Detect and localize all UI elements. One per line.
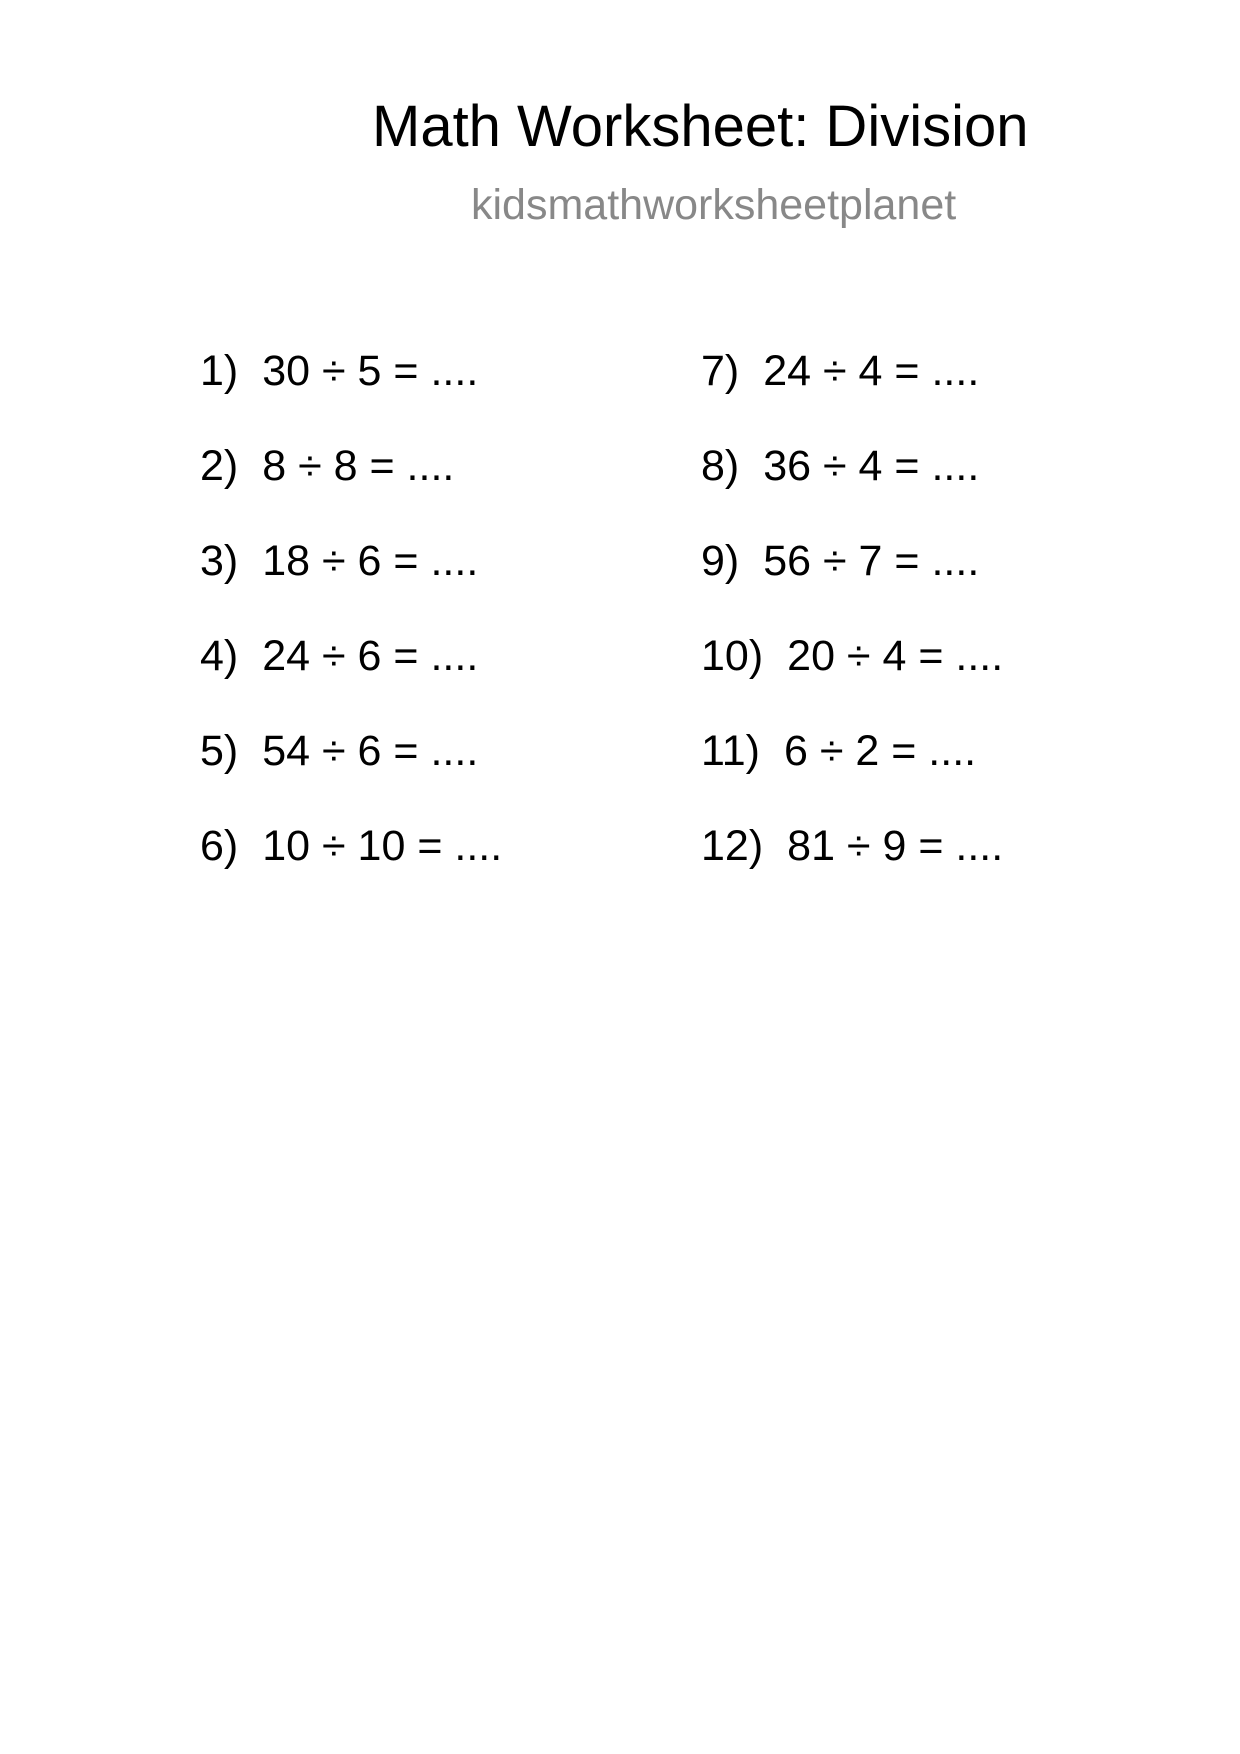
- problem-item: [200, 727, 640, 825]
- problem-number: 3): [200, 537, 239, 585]
- problem-expression: 20 ÷ 4 = ....: [787, 632, 1004, 680]
- problem-expression: 8 ÷ 8 = ....: [262, 442, 455, 490]
- problem-item: [200, 822, 640, 920]
- problem-item: [701, 347, 1141, 445]
- problem-expression: 6 ÷ 2 = ....: [783, 727, 977, 775]
- problem-number: 9): [701, 537, 740, 585]
- problem-item: [200, 347, 640, 445]
- problem-item: [200, 632, 640, 730]
- problem-item: [701, 632, 1141, 730]
- problem-expression: 54 ÷ 6 = ....: [262, 727, 479, 775]
- problem-number: 8): [701, 442, 740, 490]
- problem-expression: 81 ÷ 9 = ....: [787, 822, 1004, 870]
- problem-item: [701, 537, 1141, 635]
- worksheet-subtitle: kidsmathworksheetplanet: [471, 181, 957, 229]
- problem-item: [701, 442, 1141, 540]
- problem-item: [200, 537, 640, 635]
- problems-column-left: [200, 347, 640, 920]
- problem-number: 10): [701, 632, 764, 680]
- problem-expression: 56 ÷ 7 = ....: [763, 537, 980, 585]
- problem-number: 6): [200, 822, 239, 870]
- problem-item: [701, 822, 1141, 920]
- problem-expression: 36 ÷ 4 = ....: [763, 442, 980, 490]
- problem-expression: 24 ÷ 4 = ....: [763, 347, 980, 395]
- problem-number: 5): [200, 727, 239, 775]
- problems-column-right: [701, 347, 1141, 920]
- problem-expression: 24 ÷ 6 = ....: [262, 632, 479, 680]
- problem-number: 4): [200, 632, 239, 680]
- problem-number: 1): [200, 347, 239, 395]
- problem-expression: 10 ÷ 10 = ....: [262, 822, 503, 870]
- problem-item: [200, 442, 640, 540]
- worksheet-title: Math Worksheet: Division: [372, 94, 1029, 159]
- problem-expression: 18 ÷ 6 = ....: [262, 537, 479, 585]
- problem-expression: 30 ÷ 5 = ....: [262, 347, 479, 395]
- problem-number: 11): [701, 727, 760, 775]
- problem-number: 7): [701, 347, 740, 395]
- problem-item: [701, 727, 1141, 825]
- problem-number: 12): [701, 822, 764, 870]
- problem-number: 2): [200, 442, 239, 490]
